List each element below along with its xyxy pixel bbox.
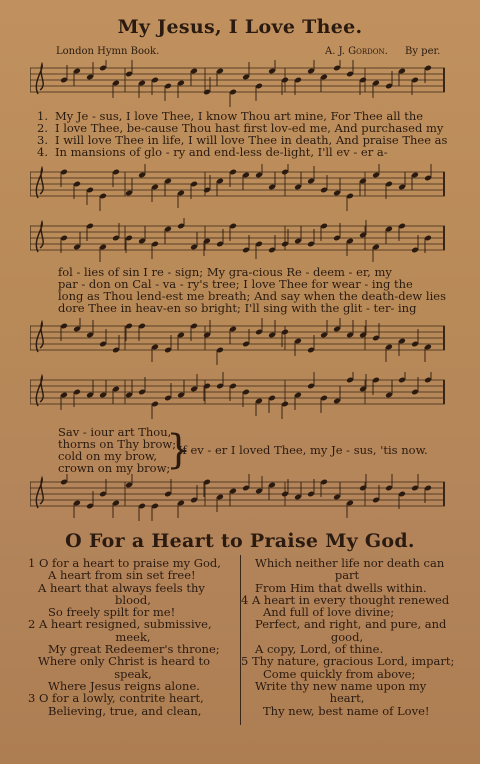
music-staff: [30, 60, 445, 110]
hymn-line: 3 O for a lowly, contrite heart,: [28, 691, 204, 706]
verse-number: 4.: [37, 145, 48, 159]
verse-number: 3.: [37, 133, 48, 147]
music-staff: [30, 164, 445, 214]
lyric-line: Sav - iour art Thou,: [58, 425, 172, 439]
song1-title: My Jesus, I Love Thee.: [117, 16, 363, 38]
hymn-line: So freely spilt for me!: [48, 605, 176, 620]
hymn-line: 2 A heart resigned, submissive,: [28, 617, 212, 632]
hymn-line: good,: [330, 629, 364, 644]
hymn-line: Come quickly from above;: [263, 666, 416, 681]
music-staff: [30, 318, 445, 368]
lyric-line: par - don on Cal - va - ry's tree; I love Thee for wear - ing the: [58, 277, 413, 291]
hymn-line: From Him that dwells within.: [255, 580, 427, 595]
hymn-line: Write thy new name upon my: [255, 678, 427, 693]
hymn-line: A copy, Lord, of thine.: [255, 642, 384, 657]
music-staff: [30, 218, 445, 266]
hymn-line: heart,: [329, 691, 365, 706]
verse-number: 2.: [37, 121, 48, 135]
hymn-right-column: [241, 557, 453, 717]
hymn-line: meek,: [115, 629, 151, 644]
hymn-line: speak,: [114, 666, 152, 681]
hymn-line: Thy new, best name of Love!: [263, 703, 430, 718]
hymn-line: Where Jesus reigns alone.: [48, 678, 200, 693]
hymn-line: Perfect, and right, and pure, and: [255, 617, 447, 632]
hymn-line: A heart that always feels thy: [38, 580, 205, 595]
music-staff: [30, 474, 445, 524]
hymn-line: And full of love divine;: [263, 605, 395, 620]
lyric-line: long as Thou lend-est me breath; And say when the death-dew lies: [58, 289, 446, 303]
lyric-line: I love Thee, be-cause Thou hast first lov-ed me, And purchased my: [55, 121, 444, 135]
hymn-line: 1 O for a heart to praise my God,: [28, 556, 221, 570]
lyric-line: thorns on Thy brow;: [58, 437, 177, 451]
lyric-line: dore Thee in heav-en so bright; I'll sing with the glit - ter- ing: [58, 301, 417, 315]
lyric-line: I will love Thee in life, I will love Thee in death, And praise Thee as: [55, 133, 448, 147]
hymn-left-column: [28, 557, 238, 717]
hymn-line: part: [334, 568, 360, 583]
verse-number: 1.: [37, 109, 48, 123]
hymn-line: A heart from sin set free!: [48, 568, 196, 583]
refrain-line: If ev - er I loved Thee, my Je - sus, 'tis now.: [178, 443, 428, 457]
hymn-line: My great Redeemer's throne;: [48, 642, 220, 657]
music-staff: [30, 372, 445, 422]
song1-author: A. J. Gordon.: [325, 46, 388, 57]
song2-title: O For a Heart to Praise My God.: [65, 530, 415, 552]
song1-source: London Hymn Book.: [56, 46, 160, 57]
hymn-line: blood,: [115, 592, 151, 607]
hymn-line: Which neither life nor death can: [255, 556, 445, 570]
lyric-line: fol - lies of sin I re - sign; My gra-cious Re - deem - er, my: [58, 265, 392, 279]
brace: }: [166, 427, 192, 473]
lyric-line: crown on my brow;: [58, 461, 171, 475]
hymn-line: Where only Christ is heard to: [38, 654, 211, 669]
hymn-line: Believing, true, and clean,: [48, 703, 202, 718]
song1-permission: By per.: [405, 46, 441, 57]
lyric-line: In mansions of glo - ry and end-less de-light, I'll ev - er a-: [55, 145, 388, 159]
lyric-line: cold on my brow,: [58, 449, 158, 463]
hymn-line: 5 Thy nature, gracious Lord, impart;: [241, 654, 455, 669]
lyric-line: My Je - sus, I love Thee, I know Thou art mine, For Thee all the: [55, 109, 424, 123]
hymn-line: 4 A heart in every thought renewed: [241, 592, 450, 607]
